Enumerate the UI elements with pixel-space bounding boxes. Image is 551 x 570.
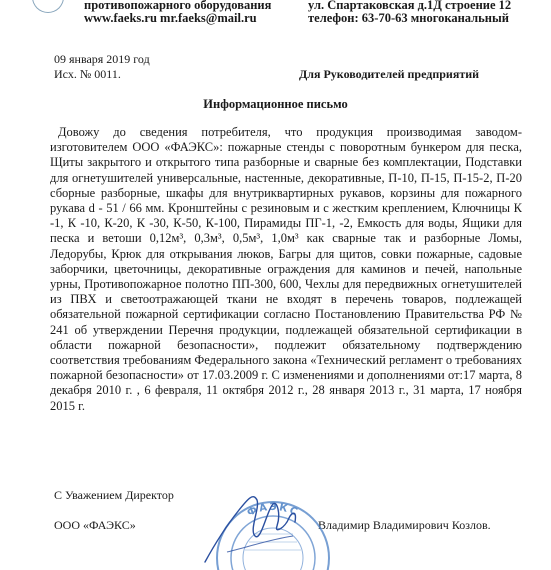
letter-date: 09 января 2019 год (54, 52, 150, 66)
letter-closing: С Уважением Директор (54, 488, 174, 502)
signatory-company: ООО «ФАЭКС» (54, 518, 136, 532)
company-stamp-icon (197, 470, 337, 570)
company-logo-icon (32, 0, 64, 13)
signatory-name: Владимир Владимирович Козлов. (318, 518, 491, 532)
header-address-line: ул. Спартаковская д.1Д строение 12 (308, 0, 512, 12)
letter-title: Информационное письмо (203, 97, 348, 111)
letter-body: Довожу до сведения потребителя, что продукция производимая заводом-изготовителем ООО «ФАЭКС»: пожарные стенды с поворотным бункером для песка, Щиты закрытого и открытого типа разборные и сварные без комплектации, Подставки для огнетушителей универсальные, настенные, декоративные, П-10, П-15, П-15-2, П-20 сборные разборные, шкафы для внутриквартирных рукавов, корзины для пожарного рукава d - 51 / 66 мм. Кронштейны с резиновым и с жестким креплением, Ключницы К -1, К -10, К-20, К -30, К-50, К-100, Пирамиды ПГ-1, -2, Емкость для воды, Ящики для песка и ветоши 0,12м³, 0,3м³, 0,5м³, 1,0м³ как сварные так и разборные Ломы, Ледорубы, Крюк для открывания люков, Багры для щитов, совки пожарные, садовые заборчики, цветочницы, декоративные ограждения для каминов и печей, напольные урны, Противопожарное полотно ПП-300, 600, Чехлы для передвижных огнетушителей из ПВХ и светоотражающей ткани не входят в перечень товаров, подлежащей обязательной пожарной сертификации согласно Постановлению Правительства РФ № 241 об утверждении Перечня продукции, подлежащей обязательной сертификации в области пожарной безопасности», подлежит обязательному подтверждению соответствия требованиям Федерального закона «Технический регламент о требованиях пожарной безопасности» от 17.03.2009 г. С изменениями и дополнениями от:17 марта, 8 декабря 2010 г. , 6 февраля, 11 октября 2012 г., 28 января 2013 г., 31 марта, 17 ноября 2015 г. (50, 125, 522, 413)
header-phone-line: телефон: 63-70-63 многоканальный (308, 11, 509, 25)
header-contacts-line: www.faeks.ru mr.faeks@mail.ru (84, 11, 257, 25)
header-org-line: противопожарного оборудования (84, 0, 272, 12)
stamp-text: ФАЭКС (245, 501, 301, 520)
letter-recipient: Для Руководителей предприятий (299, 67, 480, 81)
letter-reference: Исх. № 0011. (54, 67, 121, 81)
